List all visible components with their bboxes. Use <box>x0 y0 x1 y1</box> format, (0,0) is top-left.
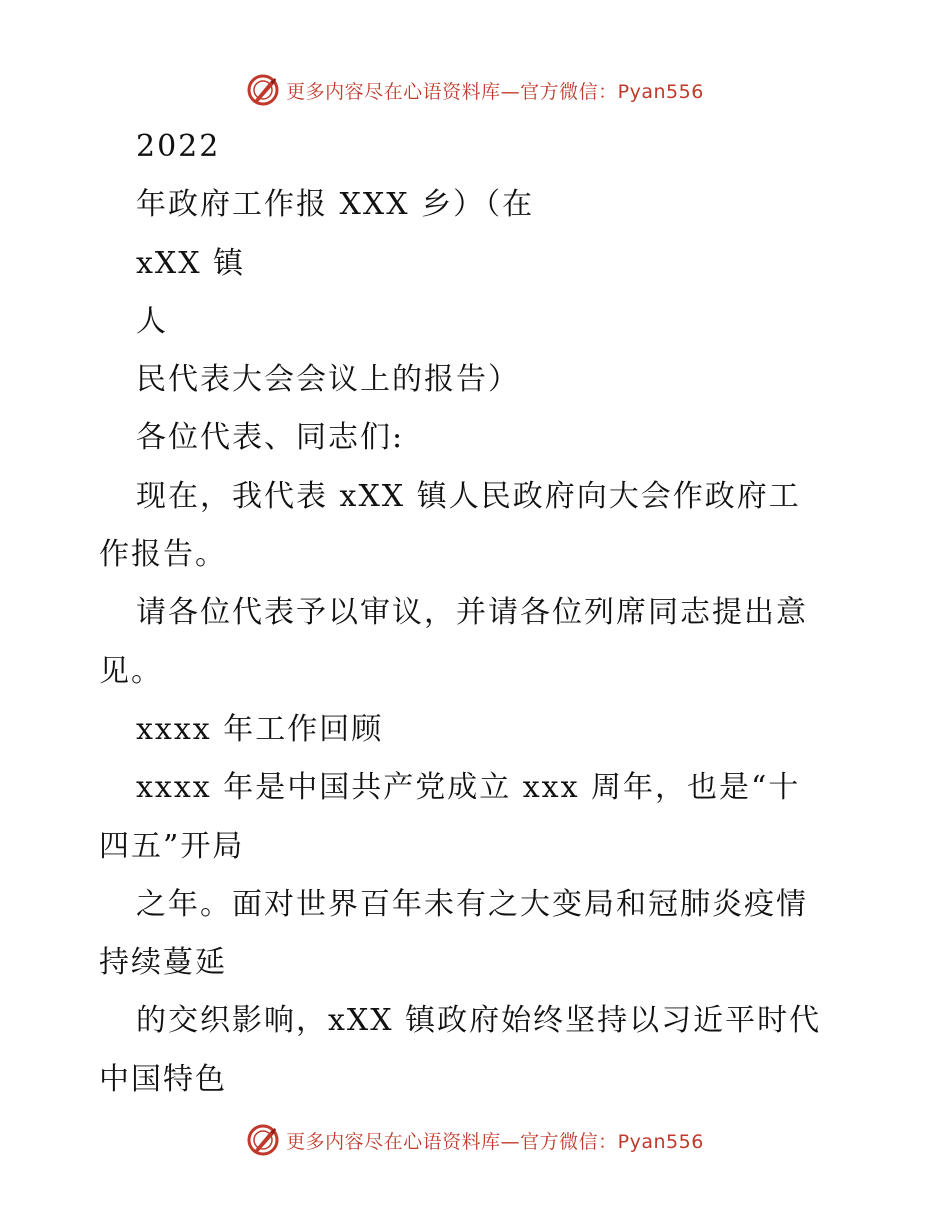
footer-text: 更多内容尽在心语资料库—官方微信：Pyan556 <box>286 1130 704 1153</box>
body-line: 年政府工作报 XXX 乡）（在 <box>136 187 535 223</box>
page-header-banner <box>0 70 950 110</box>
page-footer-banner <box>0 1120 950 1160</box>
body-line: 四五”开局 <box>99 828 245 864</box>
header-text: 更多内容尽在心语资料库—官方微信：Pyan556 <box>286 80 704 103</box>
document-body <box>99 118 859 1109</box>
body-line: xxxx 年工作回顾 <box>136 711 384 747</box>
body-line: 见。 <box>99 653 163 689</box>
body-line: 现在，我代表 xXX 镇人民政府向大会作政府工 <box>136 478 801 514</box>
body-line: 之年。面对世界百年未有之大变局和冠肺炎疫情 <box>136 886 808 922</box>
body-line: 请各位代表予以审议，并请各位列席同志提出意 <box>136 595 808 631</box>
body-line: 2022 <box>136 129 221 164</box>
body-line: 中国特色 <box>99 1061 227 1097</box>
body-line: 的交织影响，xXX 镇政府始终坚持以习近平时代 <box>136 1003 822 1039</box>
body-line: 民代表大会会议上的报告） <box>136 362 520 398</box>
body-line: 持续蔓延 <box>99 945 227 981</box>
body-line: 人 <box>136 303 168 339</box>
body-line: xXX 镇 <box>136 245 246 281</box>
body-line: 作报告。 <box>99 537 227 573</box>
body-line: 各位代表、同志们: <box>136 420 405 456</box>
quill-pen-logo-icon <box>246 73 280 107</box>
body-line: xxxx 年是中国共产党成立 xxx 周年，也是“十 <box>136 770 801 806</box>
quill-pen-logo-icon <box>246 1123 280 1157</box>
